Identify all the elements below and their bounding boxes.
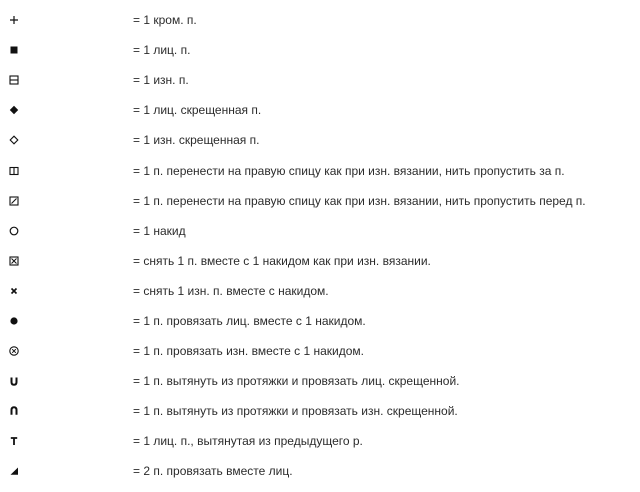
legend-text: = 1 лиц. п., вытянутая из предыдущего р. [133,434,363,449]
legend-row [0,155,640,185]
legend-row [0,246,640,276]
legend-row [0,186,640,216]
legend-text: = 1 изн. скрещенная п. [133,133,260,148]
legend-row [0,95,640,125]
legend-text: = 1 накид [133,223,186,238]
legend-text: = 1 п. перенести на правую спицу как при изн. вязании, нить пропустить перед п. [133,193,586,208]
legend-text: = 1 изн. п. [133,73,189,88]
arch-shape-icon [8,405,20,417]
legend-row [0,366,640,396]
symbol-legend [0,5,640,487]
legend-text: = 1 лиц. скрещенная п. [133,103,262,118]
u-shape-icon [8,375,20,387]
square-vertical-line-icon [8,165,20,177]
legend-text: = 1 кром. п. [133,13,197,28]
open-diamond-icon [8,134,20,146]
circled-x-icon [8,345,20,357]
legend-row [0,426,640,456]
filled-square-icon [8,44,20,56]
filled-circle-icon [8,315,20,327]
open-circle-icon [8,225,20,237]
filled-triangle-icon [8,465,20,477]
legend-row [0,65,640,95]
plus-icon [8,14,20,26]
legend-row [0,306,640,336]
legend-text: = 2 п. провязать вместе лиц. [133,464,293,479]
legend-text: = 1 п. провязать лиц. вместе с 1 накидом. [133,313,366,328]
legend-text: = снять 1 п. вместе с 1 накидом как при изн. вязании. [133,253,431,268]
t-shape-icon [8,435,20,447]
square-cross-icon [8,255,20,267]
legend-row [0,336,640,366]
legend-text: = 1 п. вытянуть из протяжки и провязать лиц. скрещенной. [133,374,460,389]
filled-diamond-icon [8,104,20,116]
legend-row [0,216,640,246]
legend-row [0,5,640,35]
legend-text: = снять 1 изн. п. вместе с накидом. [133,283,329,298]
legend-text: = 1 п. провязать изн. вместе с 1 накидом. [133,344,364,359]
legend-row [0,396,640,426]
legend-row [0,456,640,486]
legend-row [0,276,640,306]
legend-row [0,125,640,155]
square-horizontal-line-icon [8,74,20,86]
legend-row [0,35,640,65]
legend-text: = 1 лиц. п. [133,43,191,58]
x-icon [8,285,20,297]
square-diagonal-icon [8,195,20,207]
legend-text: = 1 п. вытянуть из протяжки и провязать изн. скрещенной. [133,404,458,419]
legend-text: = 1 п. перенести на правую спицу как при изн. вязании, нить пропустить за п. [133,163,565,178]
